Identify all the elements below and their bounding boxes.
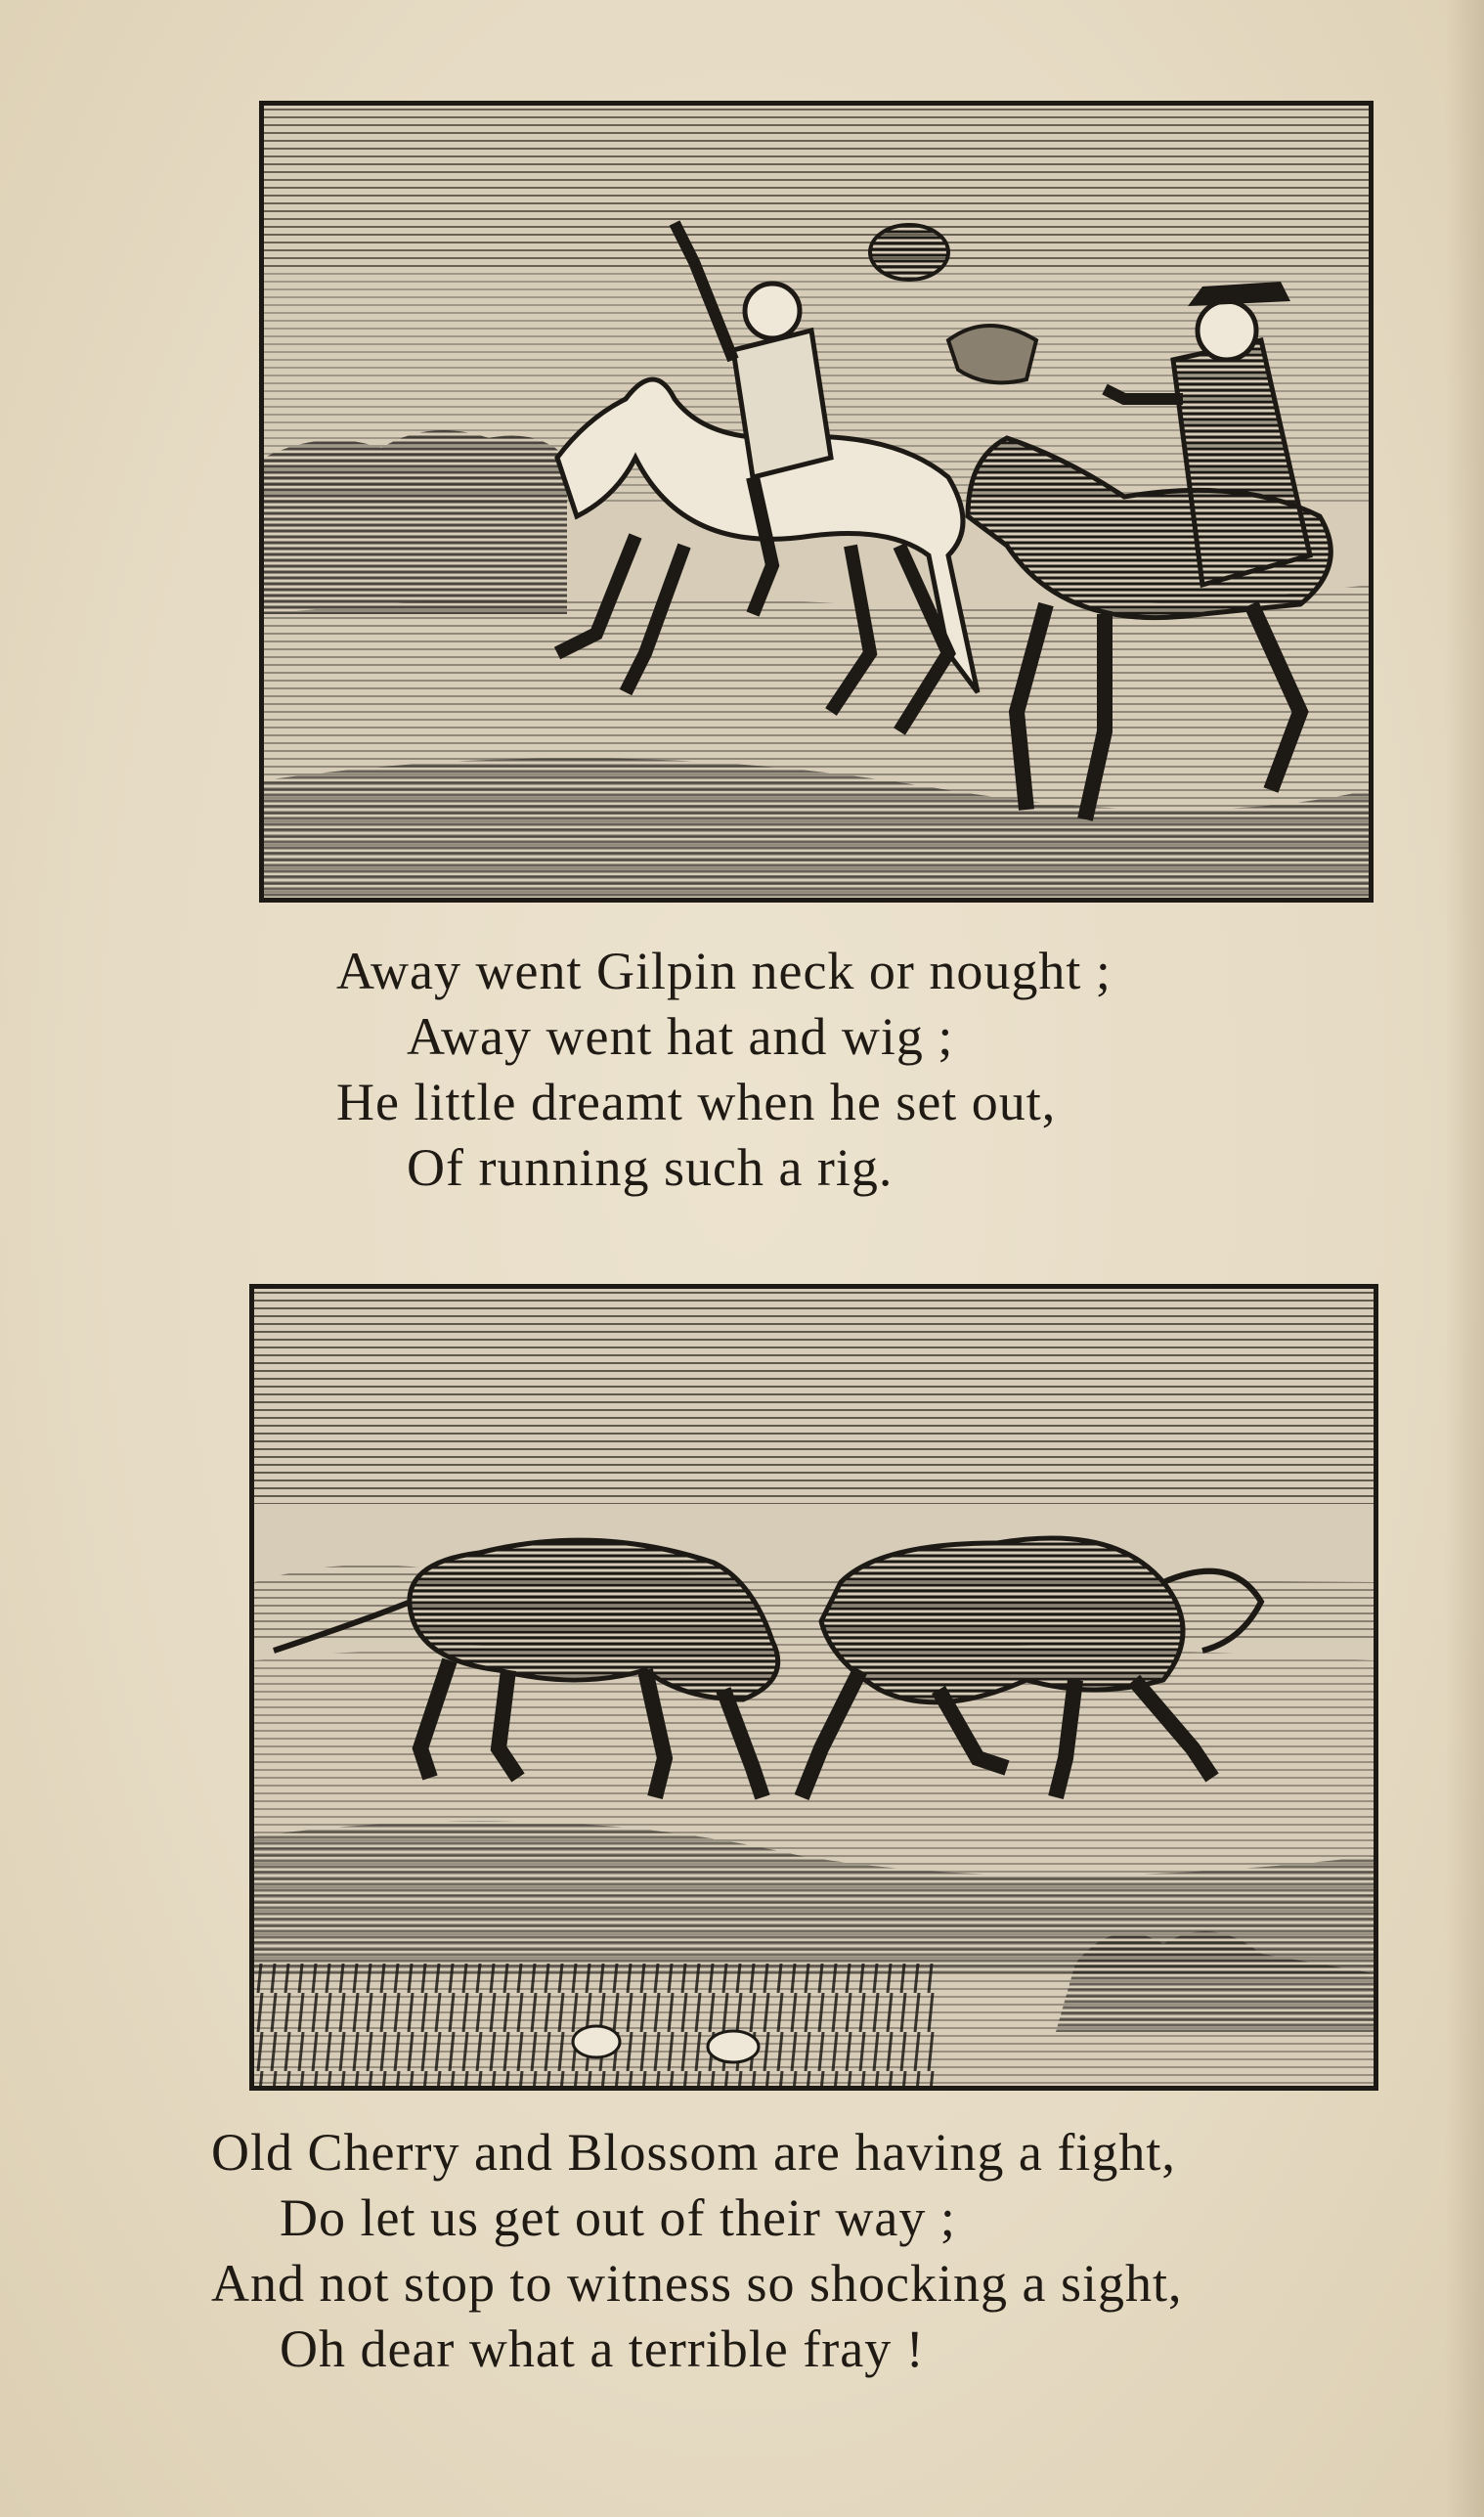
verse-line: And not stop to witness so shocking a sight, [211,2254,1183,2313]
page-edge-shadow [1445,0,1484,2517]
bulls-woodcut-drawing [254,1289,1374,2086]
verse-line: Away went Gilpin neck or nought ; [336,942,1112,1000]
woodcut-illustration-gilpin [259,101,1374,903]
verse-line: Oh dear what a terrible fray ! [280,2319,925,2378]
verse-line: He little dreamt when he set out, [336,1073,1057,1131]
woodcut-illustration-bulls [249,1284,1378,2091]
verse-line: Of running such a rig. [407,1138,894,1197]
verse-gilpin [336,939,1112,1201]
verse-bulls [211,2120,1183,2382]
verse-line: Old Cherry and Blossom are having a fight, [211,2123,1176,2182]
gilpin-woodcut-drawing [264,106,1369,898]
verse-line: Away went hat and wig ; [407,1007,954,1066]
verse-line: Do let us get out of their way ; [280,2188,956,2247]
